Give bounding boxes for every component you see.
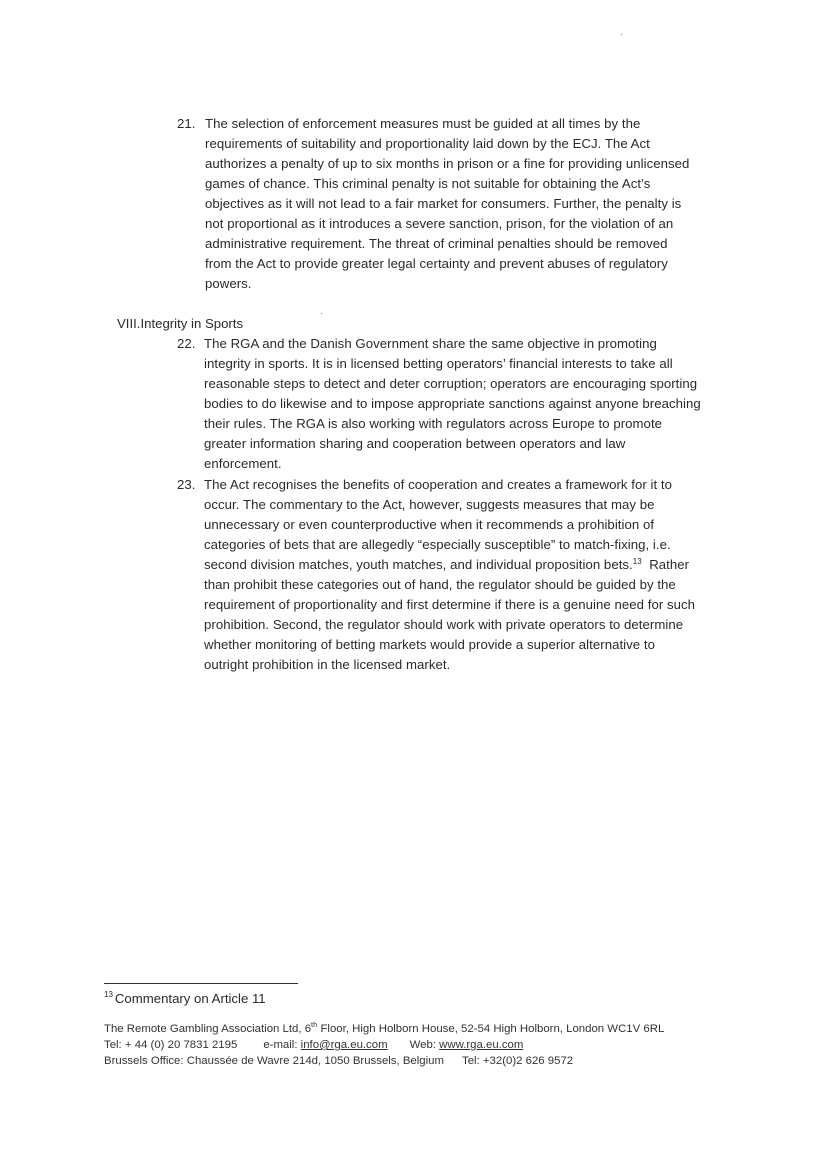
text-segment: second division matches, youth matches, and individual proposition bets. xyxy=(204,557,633,572)
paragraph-21 xyxy=(177,114,689,294)
text-line: whether monitoring of betting markets would provide a superior alternative to xyxy=(204,637,655,652)
text-line xyxy=(204,555,695,575)
text-line: administrative requirement. The threat of criminal penalties should be removed xyxy=(205,236,668,251)
text-line: their rules. The RGA is also working with regulators across Europe to promote xyxy=(204,416,663,431)
text-line: occur. The commentary to the Act, however, suggests measures that may be xyxy=(204,497,655,512)
text-segment: Rather xyxy=(641,557,690,572)
text-line: outright prohibition in the licensed market. xyxy=(204,657,451,672)
text-line: requirements of suitability and proportionality laid down by the ECJ. The Act xyxy=(205,136,650,151)
brussels-address: Brussels Office: Chaussée de Wavre 214d, 1050 Brussels, Belgium xyxy=(104,1055,444,1067)
scan-speck xyxy=(321,313,322,314)
paragraph-22 xyxy=(177,334,701,474)
section-heading: VIII.Integrity in Sports xyxy=(117,316,244,331)
ordinal-suffix: th xyxy=(311,1020,318,1029)
footnote-mark: 13 xyxy=(104,990,113,999)
text-line: The selection of enforcement measures must be guided at all times by the xyxy=(205,116,641,131)
footnote-reference[interactable]: 13 xyxy=(632,557,642,566)
address-text: Floor, High Holborn House, 52-54 High Holborn, London WC1V 6RL xyxy=(317,1023,665,1035)
text-line: objectives as it will not lead to a fair market for consumers. Further, the penalty is xyxy=(205,196,682,211)
web-label: Web: xyxy=(409,1039,436,1051)
text-line: unnecessary or even counterproductive when it recommends a prohibition of xyxy=(204,517,655,532)
scan-speck xyxy=(621,34,622,35)
paragraph-text xyxy=(205,114,689,294)
phone-number: Tel: + 44 (0) 20 7831 2195 xyxy=(104,1039,238,1051)
paragraph-text xyxy=(204,475,695,675)
text-line: The Act recognises the benefits of cooperation and creates a framework for it to xyxy=(204,477,673,492)
letterhead-footer xyxy=(104,1021,664,1069)
text-line: The RGA and the Danish Government share the same objective in promoting xyxy=(204,336,657,351)
paragraph-23 xyxy=(177,475,695,675)
brussels-office-line xyxy=(104,1053,664,1069)
address-line xyxy=(104,1021,664,1037)
footnote-text: Commentary on Article 11 xyxy=(114,991,266,1006)
email-link[interactable]: info@rga.eu.com xyxy=(300,1039,388,1051)
text-line: prohibition. Second, the regulator should work with private operators to determine xyxy=(204,617,684,632)
text-line: reasonable steps to detect and deter corruption; operators are encouraging sporting xyxy=(204,376,698,391)
text-line: enforcement. xyxy=(204,456,282,471)
text-line: than prohibit these categories out of hand, the regulator should be guided by the xyxy=(204,577,676,592)
footnote xyxy=(104,990,266,1008)
email-label: e-mail: xyxy=(263,1039,298,1051)
text-line: powers. xyxy=(205,276,252,291)
text-line: authorizes a penalty of up to six months in prison or a fine for providing unlicensed xyxy=(205,156,690,171)
text-line: games of chance. This criminal penalty is not suitable for obtaining the Act’s xyxy=(205,176,651,191)
brussels-phone: Tel: +32(0)2 626 9572 xyxy=(462,1055,574,1067)
website-link[interactable]: www.rga.eu.com xyxy=(439,1039,524,1051)
text-line: not proportional as it introduces a severe sanction, prison, for the violation of an xyxy=(205,216,674,231)
paragraph-number: 21. xyxy=(177,116,196,131)
footnote-divider xyxy=(104,983,298,984)
paragraph-text xyxy=(204,334,701,474)
contact-line xyxy=(104,1037,664,1053)
text-line: integrity in sports. It is in licensed betting operators’ financial interests to take all xyxy=(204,356,673,371)
text-line: from the Act to provide greater legal certainty and prevent abuses of regulatory xyxy=(205,256,668,271)
paragraph-number: 22. xyxy=(177,336,196,351)
address-text: The Remote Gambling Association Ltd, 6 xyxy=(104,1023,312,1035)
text-line: bodies to do likewise and to impose appropriate sanctions against anyone breaching xyxy=(204,396,701,411)
paragraph-number: 23. xyxy=(177,477,196,492)
text-line: categories of bets that are allegedly “especially susceptible” to match-fixing, i.e. xyxy=(204,537,671,552)
text-line: greater information sharing and cooperation between operators and law xyxy=(204,436,626,451)
text-line: requirement of proportionality and first determine if there is a genuine need for such xyxy=(204,597,696,612)
